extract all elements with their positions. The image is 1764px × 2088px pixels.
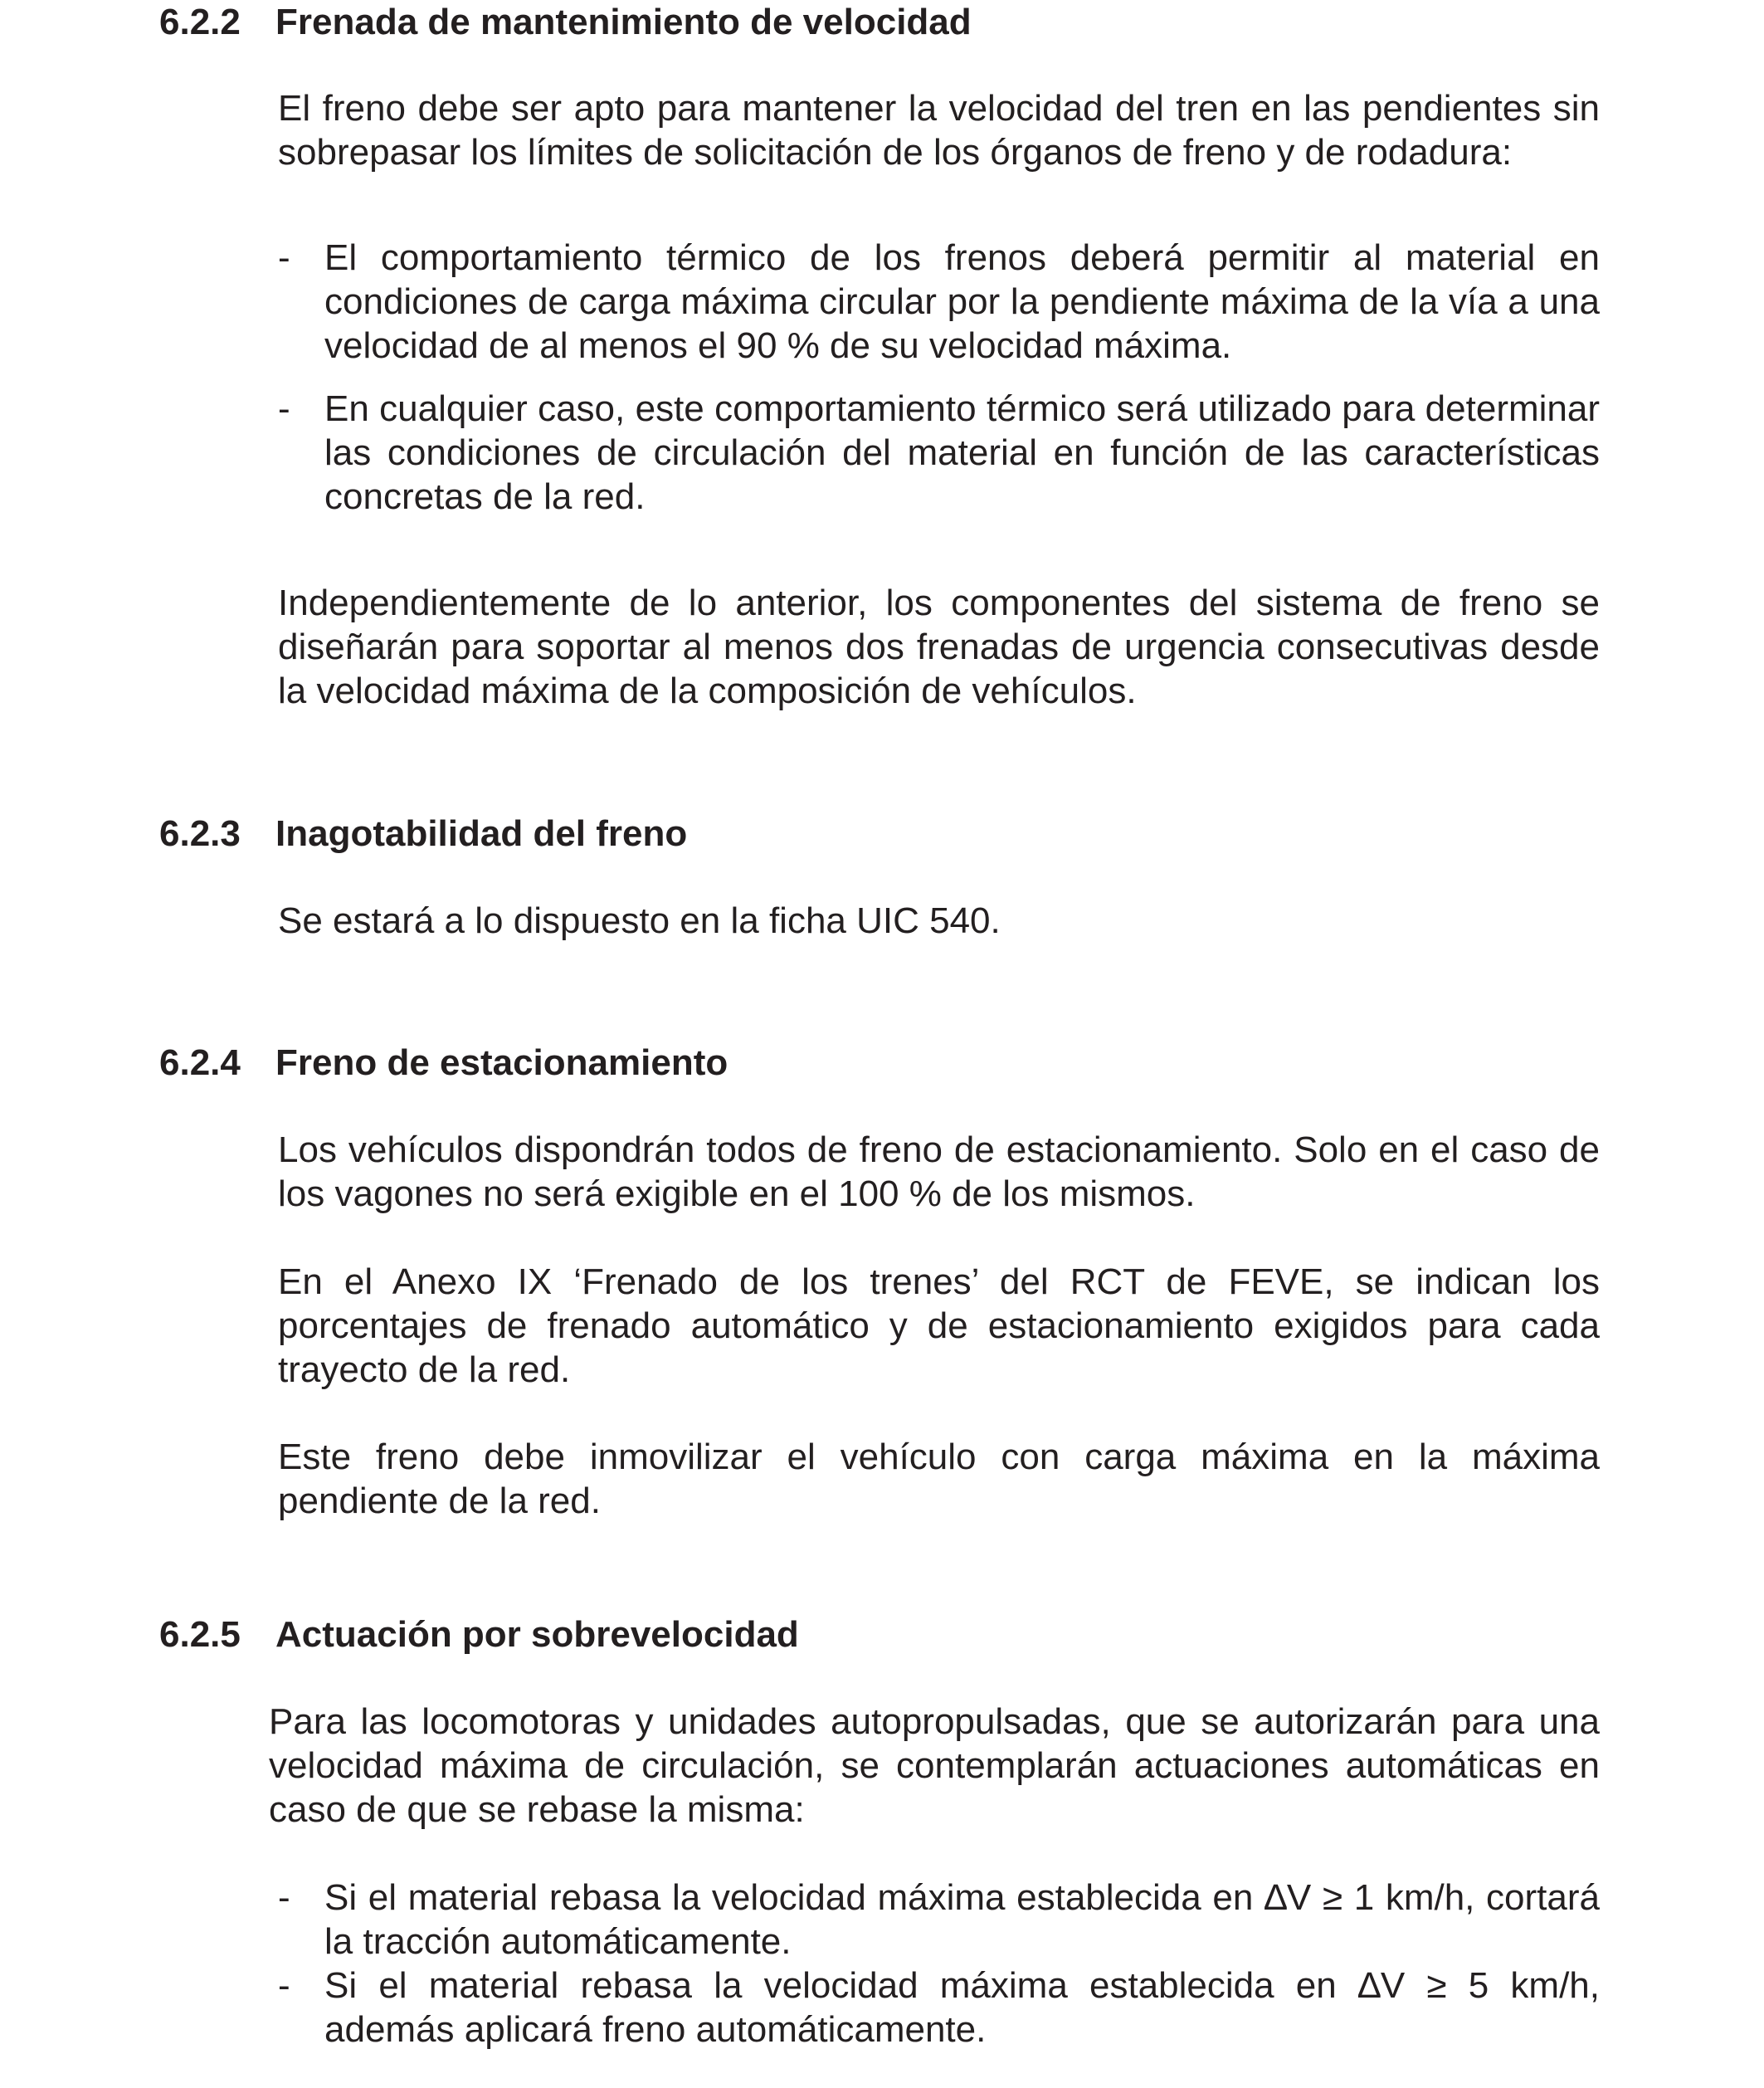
section-title: Inagotabilidad del freno: [275, 813, 688, 854]
section-number: 6.2.4: [159, 1042, 241, 1083]
paragraph: Este freno debe inmovilizar el vehículo con carga máxima en la máxima pendiente de la red.: [278, 1437, 1600, 1521]
bullet-list: [278, 1876, 1600, 2051]
bullet-list: [278, 387, 1600, 519]
paragraph: En el Anexo IX ‘Frenado de los trenes’ del RCT de FEVE, se indican los porcentajes de frenado automático y de estacionamiento exigidos para cada trayecto de la red.: [278, 1261, 1600, 1390]
bullet-list: [278, 236, 1600, 368]
section-title: Actuación por sobrevelocidad: [275, 1614, 799, 1655]
section-heading-6-2-5: [159, 1612, 799, 1656]
list-item: [278, 387, 1600, 519]
list-item: [278, 1876, 1600, 1964]
section-heading-6-2-4: [159, 1041, 728, 1085]
list-item: [278, 1964, 1600, 2051]
paragraph: El freno debe ser apto para mantener la velocidad del tren en las pendientes sin sobrepasar los límites de solicitación de los órganos de freno y de rodadura:: [278, 88, 1600, 173]
section-heading-6-2-2: [159, 0, 972, 44]
list-item-text: El comportamiento térmico de los frenos deberá permitir al material en condiciones de carga máxima circular por la pendiente máxima de la vía a una velocidad de al menos el 90 % de su velocidad máxima.: [324, 237, 1600, 366]
section-heading-6-2-3: [159, 812, 687, 856]
list-item-text: En cualquier caso, este comportamiento térmico será utilizado para determinar las condiciones de circulación del material en función de las características concretas de la red.: [324, 388, 1600, 517]
paragraph: Para las locomotoras y unidades autopropulsadas, que se autorizarán para una velocidad máxima de circulación, se contemplarán actuaciones automáticas en caso de que se rebase la misma:: [269, 1701, 1600, 1830]
bullet-marker: -: [278, 1965, 290, 2006]
bullet-marker: -: [278, 1877, 290, 1918]
paragraph: Los vehículos dispondrán todos de freno de estacionamiento. Solo en el caso de los vagones no será exigible en el 100 % de los mismos.: [278, 1129, 1600, 1214]
list-item-text: Si el material rebasa la velocidad máxima establecida en ∆V ≥ 1 km/h, cortará la tracción automáticamente.: [324, 1877, 1600, 1962]
section-title: Freno de estacionamiento: [275, 1042, 729, 1083]
paragraph: Independientemente de lo anterior, los componentes del sistema de freno se diseñarán para soportar al menos dos frenadas de urgencia consecutivas desde la velocidad máxima de la composición de vehículos.: [278, 583, 1600, 711]
bullet-marker: -: [278, 237, 290, 278]
list-item: [278, 236, 1600, 368]
section-number: 6.2.3: [159, 813, 241, 854]
paragraph: Se estará a lo dispuesto en la ficha UIC 540.: [278, 900, 1001, 941]
bullet-marker: -: [278, 388, 290, 429]
section-number: 6.2.5: [159, 1614, 241, 1655]
section-title: Frenada de mantenimiento de velocidad: [275, 2, 972, 42]
list-item-text: Si el material rebasa la velocidad máxima establecida en ∆V ≥ 5 km/h, además aplicará freno automáticamente.: [324, 1965, 1600, 2050]
section-number: 6.2.2: [159, 2, 241, 42]
